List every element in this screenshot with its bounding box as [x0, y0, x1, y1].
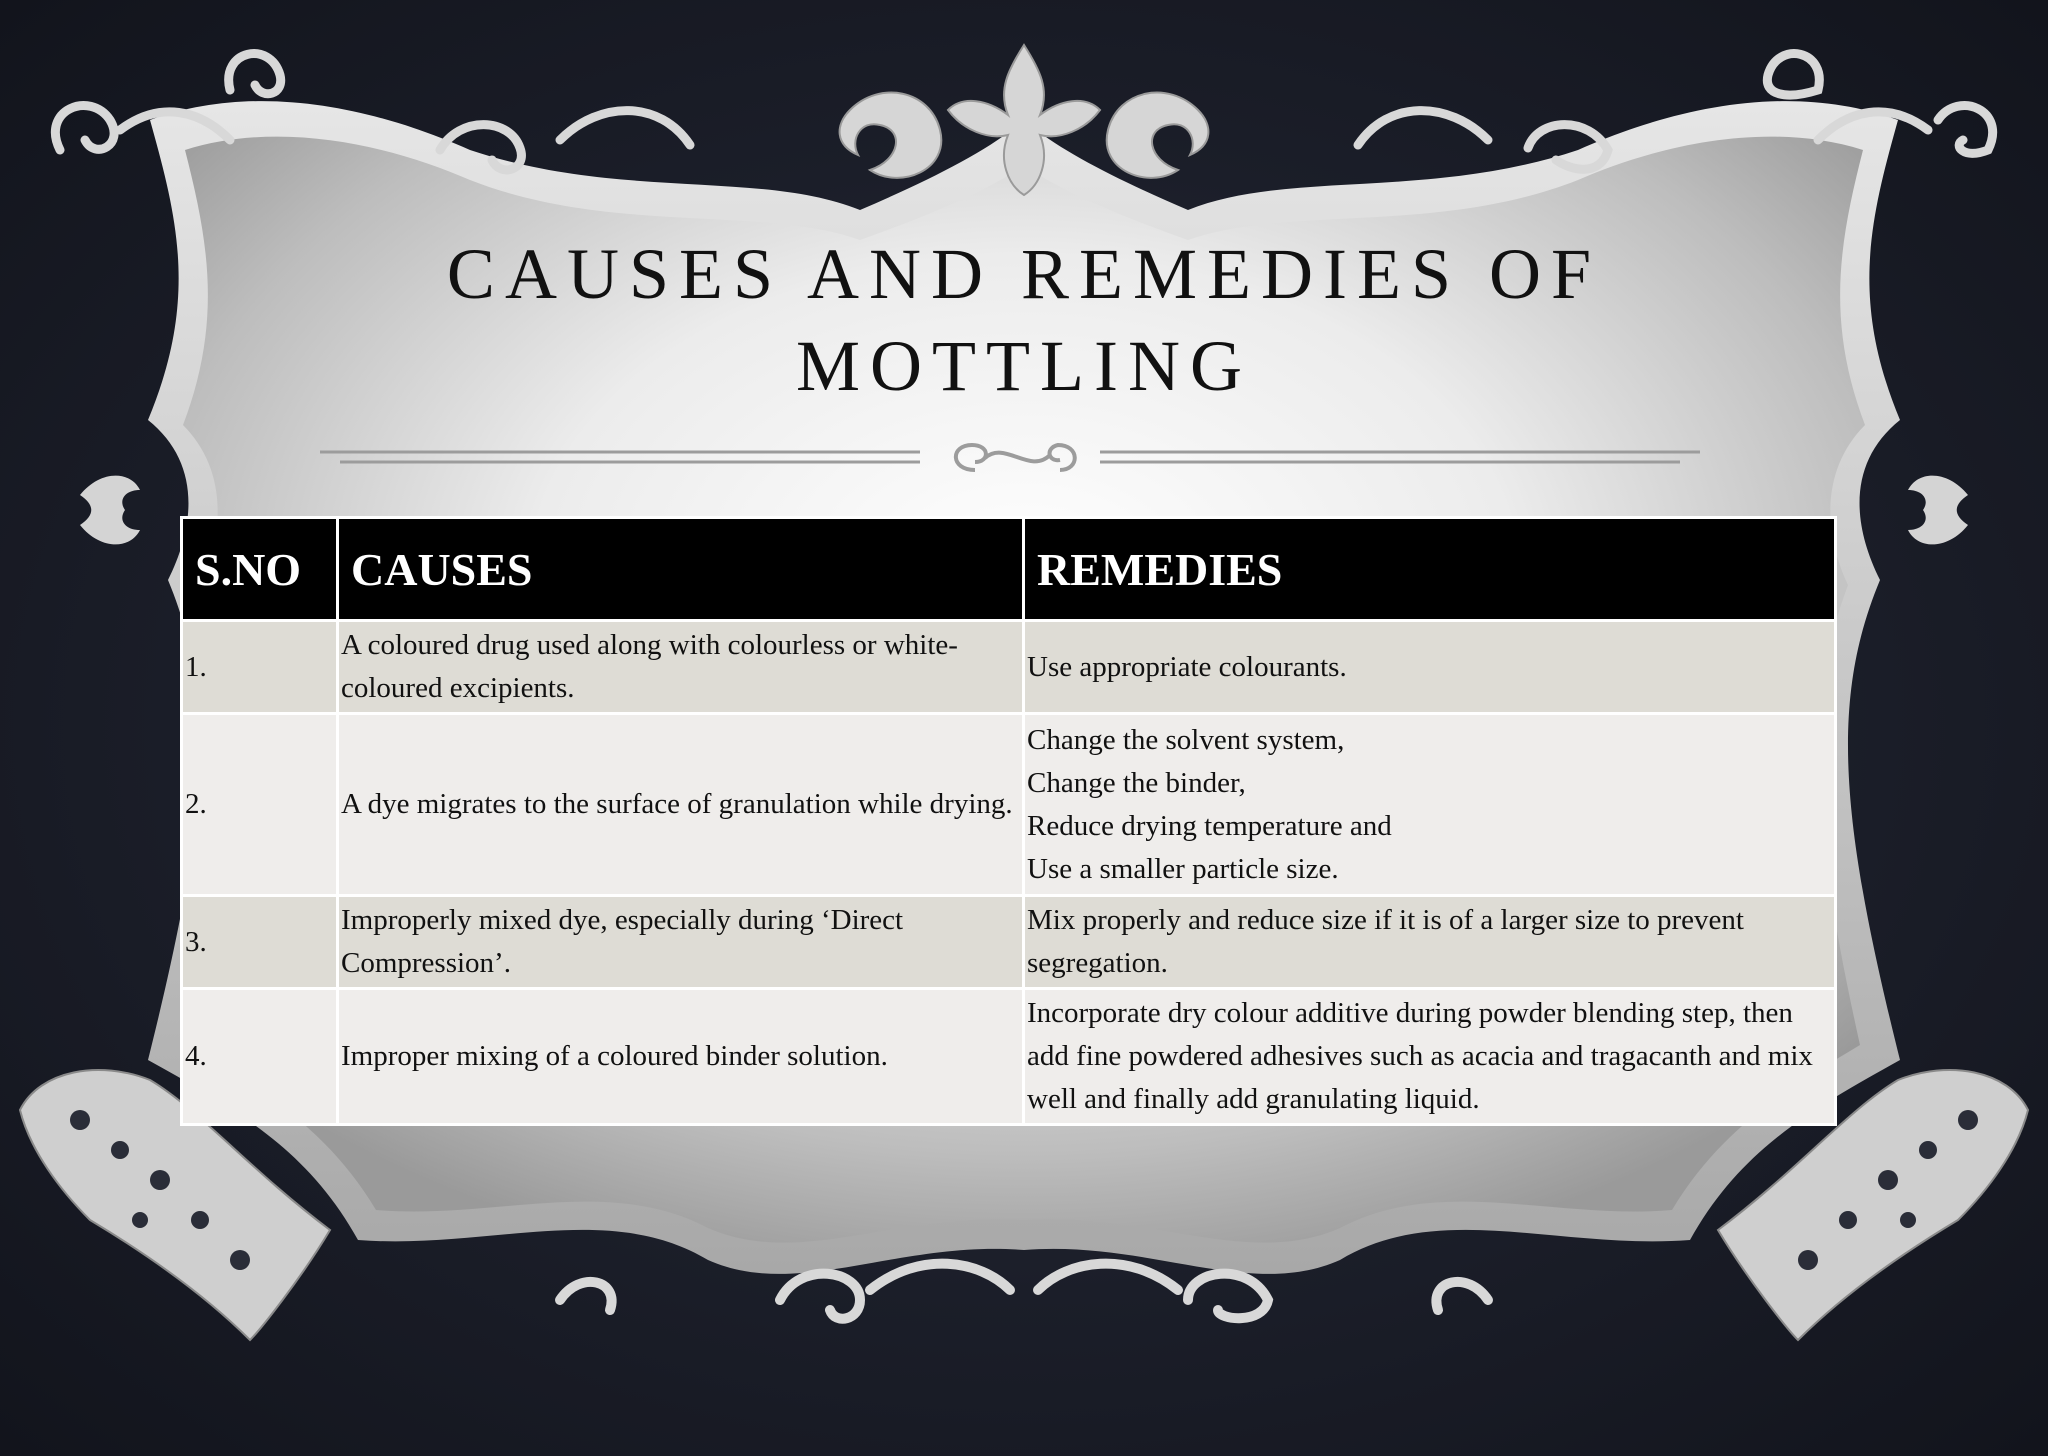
remedy-line: Use appropriate colourants. — [1027, 650, 1347, 683]
cell-cause: A coloured drug used along with colourless or white-coloured excipients. — [338, 621, 1024, 714]
remedy-line: Mix properly and reduce size if it is of a larger size to prevent segregation. — [1027, 904, 1744, 979]
cell-remedy — [1024, 896, 1836, 989]
header-remedies: REMEDIES — [1024, 518, 1836, 621]
header-sno: S.NO — [182, 518, 338, 621]
cell-sno: 4. — [182, 989, 338, 1125]
remedy-line: Use a smaller particle size. — [1027, 852, 1339, 885]
cell-remedy — [1024, 621, 1836, 714]
table-row — [182, 714, 1836, 896]
remedy-line: Change the solvent system, — [1027, 723, 1345, 756]
table-row — [182, 896, 1836, 989]
causes-remedies-table — [180, 516, 1837, 1126]
remedy-line: Reduce drying temperature and — [1027, 809, 1392, 842]
header-causes: CAUSES — [338, 518, 1024, 621]
cell-remedy — [1024, 714, 1836, 896]
table-row — [182, 989, 1836, 1125]
causes-remedies-table-container — [180, 516, 1834, 1126]
table-row — [182, 621, 1836, 714]
cell-sno: 2. — [182, 714, 338, 896]
bottom-ornaments — [560, 1264, 1488, 1319]
cell-sno: 1. — [182, 621, 338, 714]
remedy-line: Incorporate dry colour additive during powder blending step, then add fine powdered adhesives such as acacia and tragacanth and mix well and finally add granulating liquid. — [1027, 997, 1813, 1115]
cell-cause: Improper mixing of a coloured binder solution. — [338, 989, 1024, 1125]
slide-title: CAUSES AND REMEDIES OF MOTTLING — [446, 234, 1602, 406]
table-header-row — [182, 518, 1836, 621]
remedy-line: Change the binder, — [1027, 766, 1246, 799]
center-crest — [840, 45, 1209, 195]
cell-sno: 3. — [182, 896, 338, 989]
cell-cause: A dye migrates to the surface of granulation while drying. — [338, 714, 1024, 896]
cell-remedy — [1024, 989, 1836, 1125]
cell-cause: Improperly mixed dye, especially during ‘Direct Compression’. — [338, 896, 1024, 989]
